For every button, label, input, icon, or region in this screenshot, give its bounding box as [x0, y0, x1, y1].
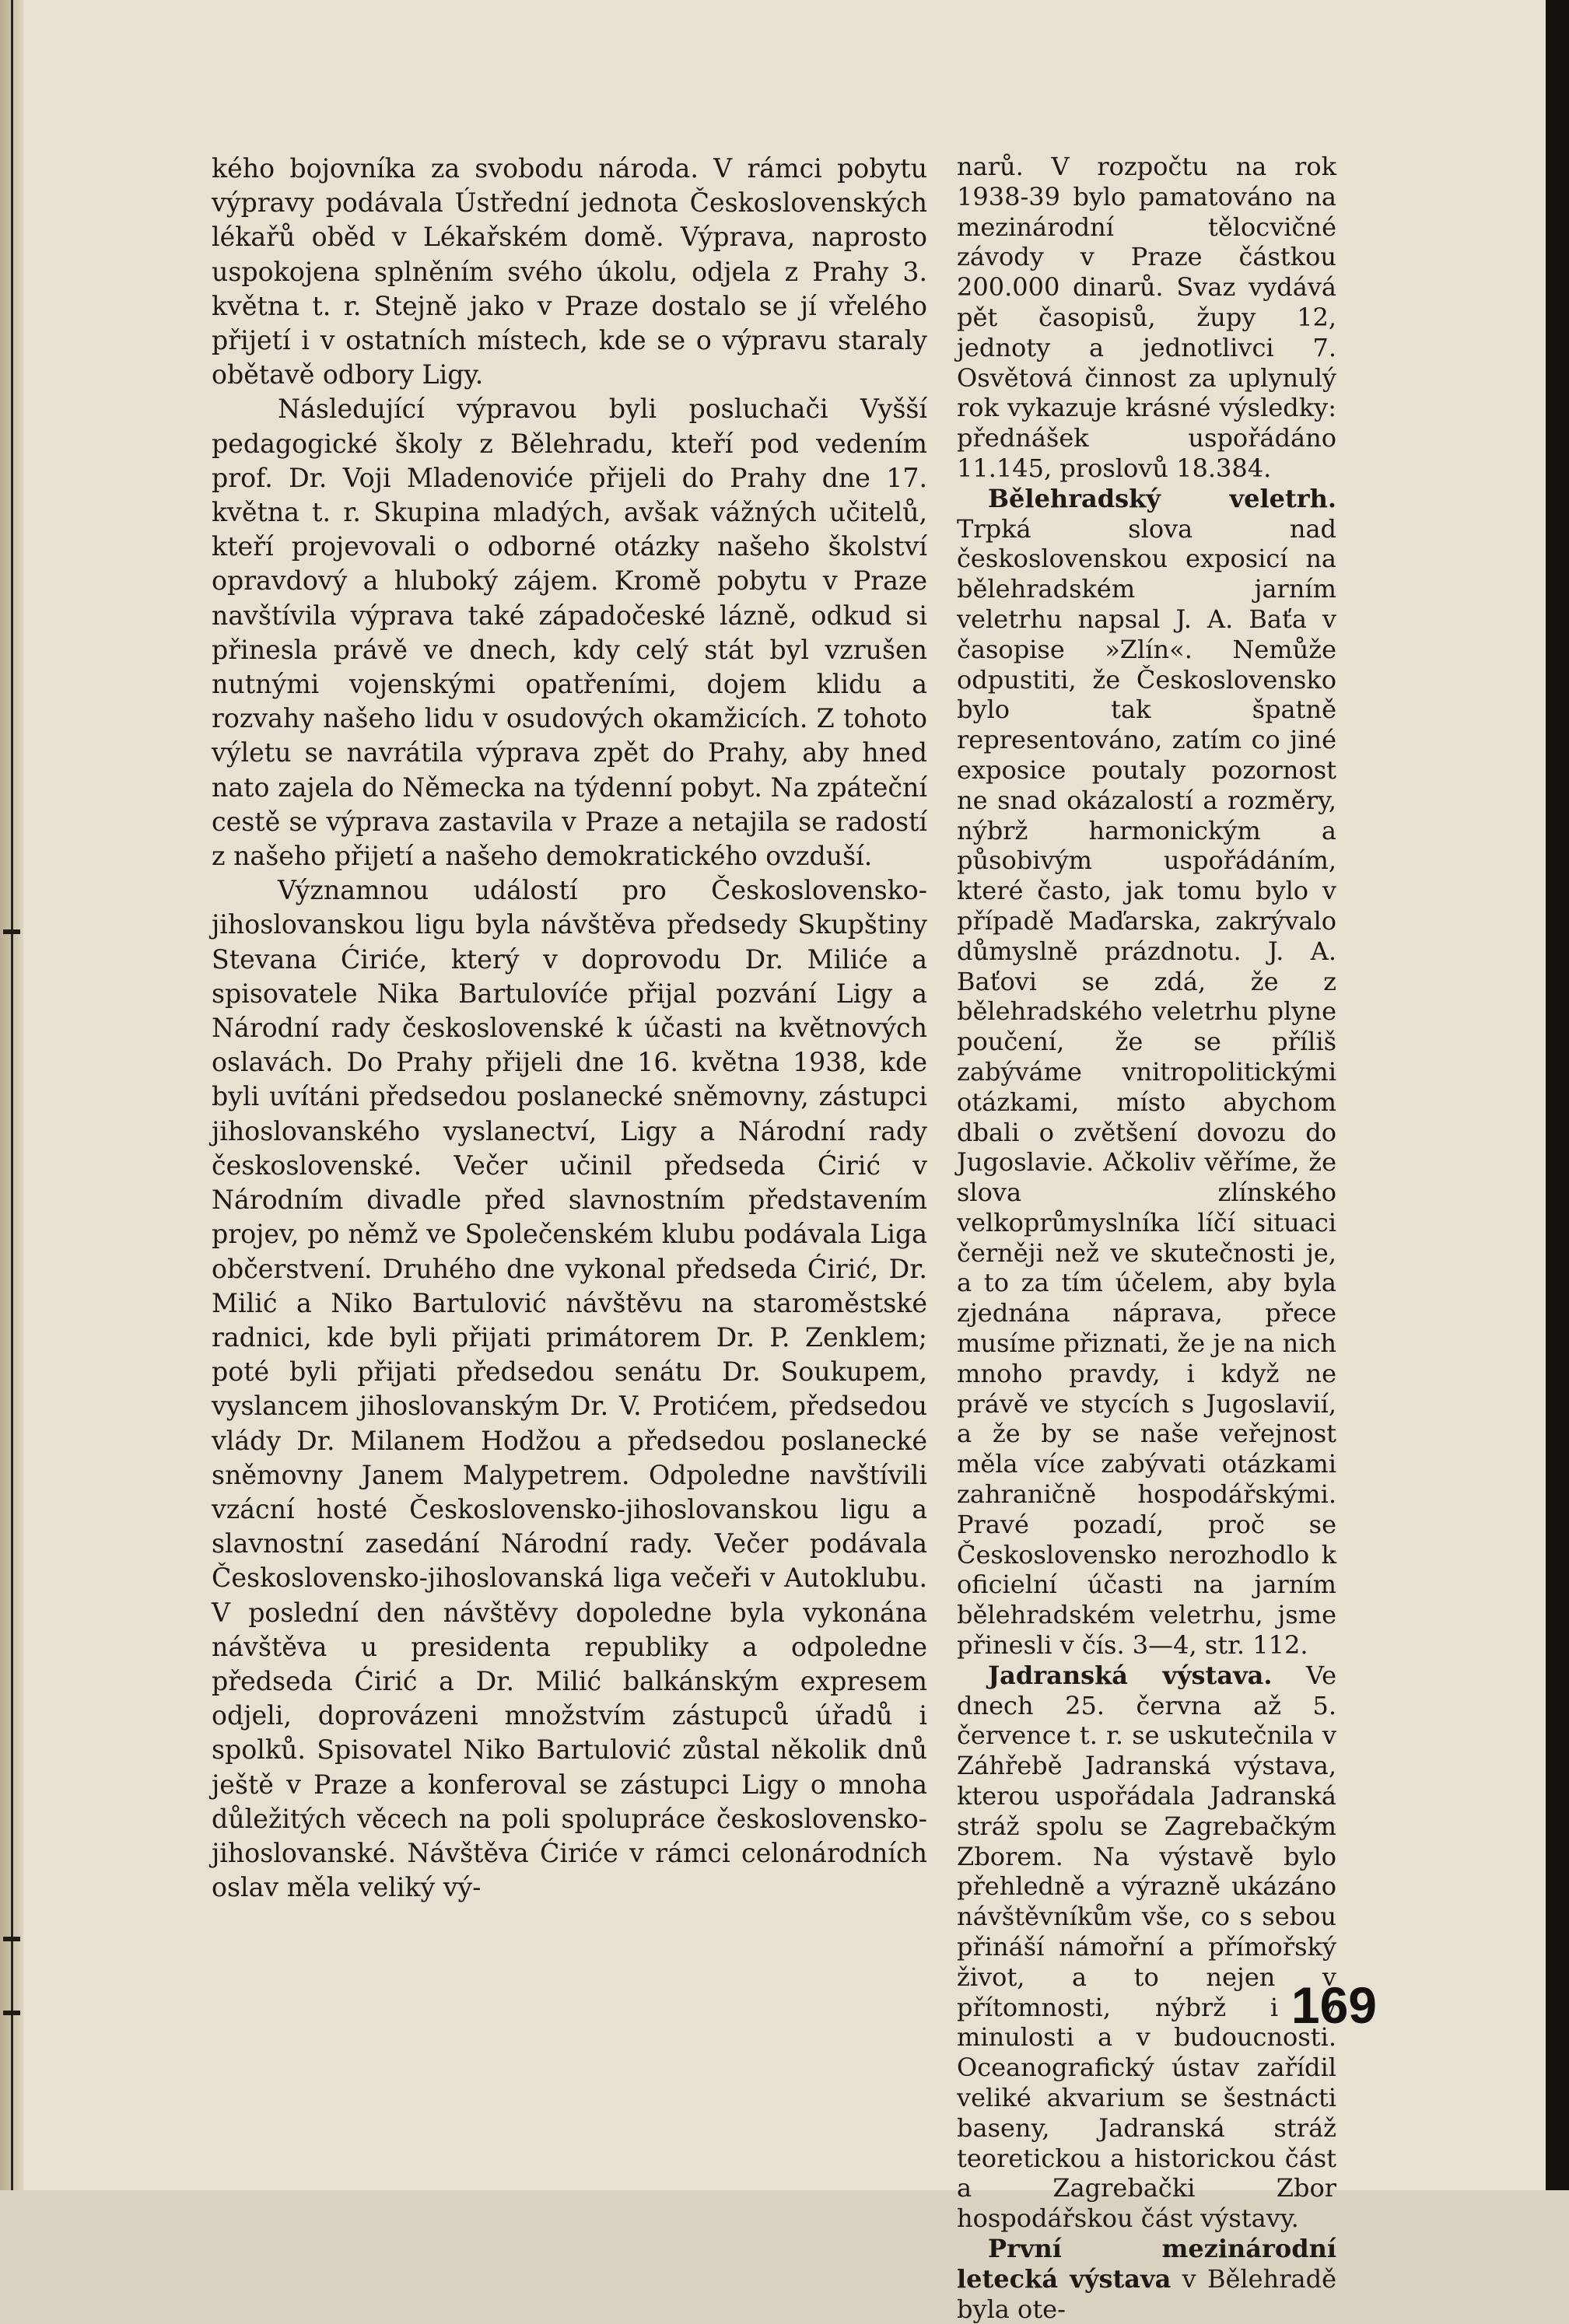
- paragraph: Významnou událostí pro Československo-jihoslovanskou ligu byla návštěva předsedy Skupštiny Stevana Ćiriće, který v doprovodu Dr. Miliće a spisovatele Nika Bartulovíće přijal pozvání Ligy a Národní rady československé k účasti na květnových oslavách. Do Prahy přijeli dne 16. května 1938, kde byli uvítáni předsedou poslanecké sněmovny, zástupci jihoslovanského vyslanectví, Ligy a Národní rady československé. Večer učinil předseda Ćirić v Národním divadle před slavnostním představením projev, po němž ve Společenském klubu podávala Liga občerstvení. Druhého dne vykonal předseda Ćirić, Dr. Milić a Niko Bartulović návštěvu na staroměstské radnici, kde byli přijati primátorem Dr. P. Zenklem; poté byli přijati předsedou senátu Dr. Soukupem, vyslancem jihoslovanským Dr. V. Protićem, předsedou vlády Dr. Milanem Hodžou a předsedou poslanecké sněmovny Janem Malypetrem. Odpoledne navštívili vzácní hosté Československo-jihoslovanskou ligu a slavnostní zasedání Národní rady. Večer podávala Československo-jihoslovanská liga večeři v Autoklubu. V poslední den návštěvy dopoledne byla vykonána návštěva u presidenta republiky a odpoledne předseda Ćirić a Dr. Milić balkánským expresem odjeli, doprovázeni množstvím zástupců úřadů i spolků. Spisovatel Niko Bartulović zůstal několik dnů ještě v Praze a konferoval se zástupci Ligy o mnoha důležitých věcech na poli spolupráce československo-jihoslovanské. Návštěva Ćiriće v rámci celonárodních oslav měla veliký vý-: [212, 875, 927, 1903]
- binding-mark: [3, 1937, 20, 1941]
- paragraph: [957, 484, 1336, 1661]
- book-spine: [0, 0, 23, 2190]
- binding-mark: [3, 2011, 20, 2015]
- paragraph-text: Ve dnech 25. června až 5. července t. r. se uskutečnila v Záhřebě Jadranská výstava, kterou uspořádala Jadranská stráž spolu se Zagrebačkým Zborem. Na výstavě bylo přehledně a výrazně ukázáno návštěvníkům vše, co s sebou přináší námořní a přímořský život, a to nejen v přítomnosti, nýbrž i v minulosti a v budoucnosti. Oceanografický ústav zařídil veliké akvarium se šestnácti baseny, Jadranská stráž teoretickou a historickou část a Zagrebački Zbor hospodářskou část výstavy.: [957, 1660, 1337, 2234]
- paragraph: [957, 2234, 1336, 2324]
- paragraph: [957, 152, 1336, 484]
- paragraph: [957, 1661, 1336, 2234]
- page: [23, 0, 1569, 2324]
- paragraph-text: Trpká slova nad československou exposicí na bělehradském jarním veletrhu napsal J. A. Baťa v časopise »Zlín«. Nemůže odpustiti, že Československo bylo tak špatně representováno, zatím co jiné exposice poutaly pozornost ne snad okázalostí a rozměry, nýbrž harmonickým a působivým uspořádáním, které často, jak tomu bylo v případě Maďarska, zakrývalo důmyslně prázdnotu. J. A. Baťovi se zdá, že z bělehradského veletrhu plyne poučení, že se příliš zabýváme vnitropolitickými otázkami, místo abychom dbali o zvětšení dovozu do Jugoslavie. Ačkoliv věříme, že slova zlínského velkoprůmyslníka líčí situaci černěji než ve skutečnosti je, a to za tím účelem, aby byla zjednána náprava, přece musíme přiznati, že je na nich mnoho pravdy, i když ne právě ve stycích s Jugoslavií, a že by se naše veřejnost měla více zabývati otázkami zahraničně hospodářskými. Pravé pozadí, proč se Československo nerozhodlo k oficielní účasti na jarním bělehradském veletrhu, jsme přinesli v čís. 3—4, str. 112.: [957, 513, 1336, 1661]
- right-column: [957, 152, 1336, 2324]
- page-edge: [1546, 0, 1569, 2190]
- binding-line: [11, 0, 13, 2190]
- left-column: [212, 152, 927, 1905]
- binding-mark: [3, 929, 20, 934]
- paragraph-heading: Bělehradský veletrh.: [988, 483, 1336, 513]
- page-number: 169: [1291, 1976, 1377, 2034]
- paragraph-heading: Jadranská výstava.: [988, 1660, 1273, 1690]
- paragraph-text: v Bělehradě byla ote-: [957, 2263, 1337, 2324]
- paragraph-heading: První mezinárodní letecká výstava: [957, 2233, 1336, 2294]
- paragraph-text: narů. V rozpočtu na rok 1938-39 bylo pamatováno na mezinárodní tělocvičné závody v Praze částkou 200.000 dinarů. Svaz vydává pět časopisů, župy 12, jednoty a jednotlivci 7. Osvětová činnost za uplynulý rok vykazuje krásné výsledky: přednášek uspořádáno 11.145, proslovů 18.384.: [957, 152, 1336, 483]
- paragraph: Následující výpravou byli posluchači Vyšší pedagogické školy z Bělehradu, kteří pod vedením prof. Dr. Voji Mladenoviće přijeli do Prahy dne 17. května t. r. Skupina mladých, avšak vážných učitelů, kteří projevovali o odborné otázky našeho školství opravdový a hluboký zájem. Kromě pobytu v Praze navštívila výprava také západočeské lázně, odkud si přinesla právě ve dnech, kdy celý stát byl vzrušen nutnými vojenskými opatřeními, dojem klidu a rozvahy našeho lidu v osudových okamžicích. Z tohoto výletu se navrátila výprava zpět do Prahy, aby hned nato zajela do Německa na týdenní pobyt. Na zpáteční cestě se výprava zastavila v Praze a netajila se radostí z našeho přijetí a našeho demokratického ovzduší.: [212, 394, 927, 872]
- paragraph: kého bojovníka za svobodu národa. V rámci pobytu výpravy podávala Ústřední jednota Československých lékařů oběd v Lékařském domě. Výprava, naprosto uspokojena splněním svého úkolu, odjela z Prahy 3. května t. r. Stejně jako v Praze dostalo se jí vřelého přijetí i v ostatních místech, kde se o výpravu staraly obětavě odbory Ligy.: [212, 153, 927, 390]
